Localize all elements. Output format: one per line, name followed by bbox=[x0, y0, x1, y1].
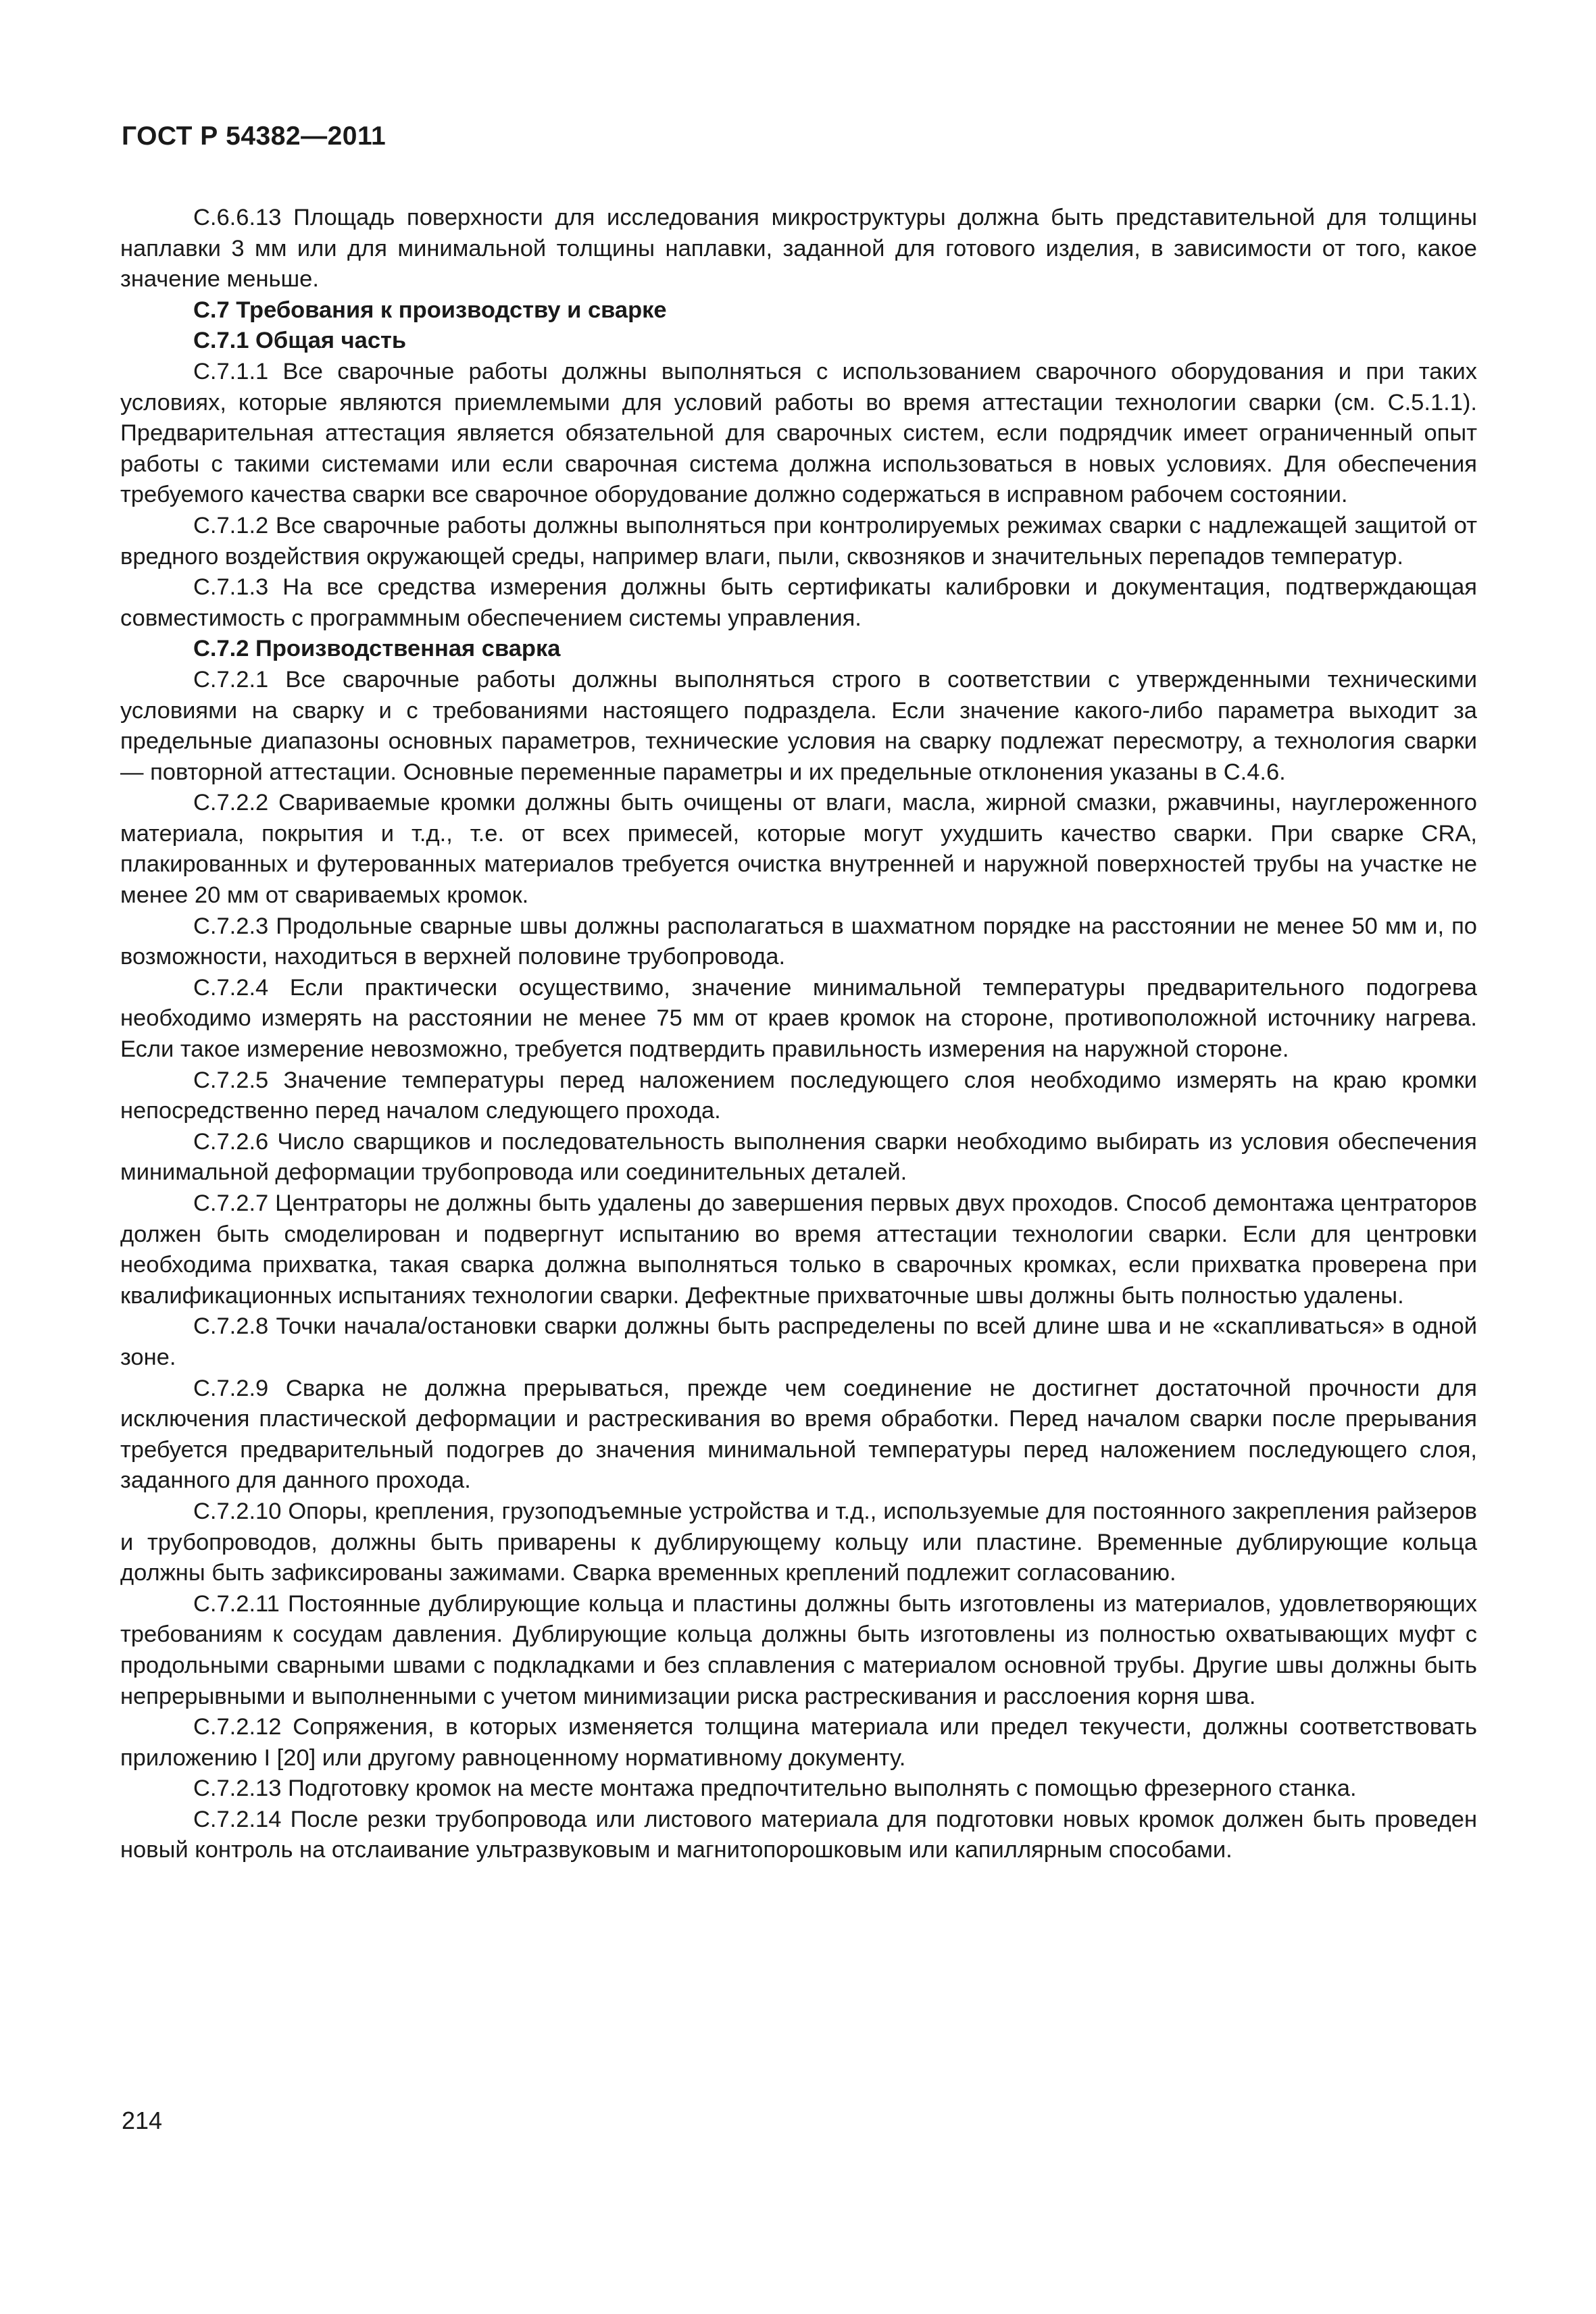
section-heading: С.7 Требования к производству и сварке bbox=[193, 297, 667, 323]
document-body bbox=[120, 203, 1477, 1866]
paragraph: С.7.2.7 Центраторы не должны быть удалены до завершения первых двух проходов. Способ демонтажа центраторов должен быть смоделирован и подвергнут испытанию во время аттестации технологии сварки. Если для центровки необходима прихватка, такая сварка должна выполняться только в сварочных кромках, если прихватка проверена при квалификационных испытаниях технологии сварки. Дефектные прихваточные швы должны быть полностью удалены. bbox=[120, 1190, 1477, 1309]
document-header: ГОСТ Р 54382—2011 bbox=[122, 122, 386, 151]
paragraph: С.7.1.1 Все сварочные работы должны выполняться с использованием сварочного оборудования и при таких условиях, которые являются приемлемыми для условий работы во время аттестации технологии сварки (см. С.5.1.1). Предварительная аттестация является обязательной для сварочных систем, если подрядчик имеет ограниченный опыт работы с такими системами или если сварочная система должна использоваться в новых условиях. Для обеспечения требуемого качества сварки все сварочное оборудование должно содержаться в исправном рабочем состоянии. bbox=[120, 358, 1477, 508]
paragraph: С.7.2.14 После резки трубопровода или листового материала для подготовки новых кромок должен быть проведен новый контроль на отслаивание ультразвуковым и магнитопорошковым или капиллярным способами. bbox=[120, 1806, 1477, 1863]
paragraph: С.7.2.5 Значение температуры перед наложением последующего слоя необходимо измерять на краю кромки непосредственно перед началом следующего прохода. bbox=[120, 1067, 1477, 1124]
paragraph: С.7.2.8 Точки начала/остановки сварки должны быть распределены по всей длине шва и не «скапливаться» в одной зоне. bbox=[120, 1313, 1477, 1370]
paragraph: С.7.1.3 На все средства измерения должны быть сертификаты калибровки и документация, подтверждающая совместимость с программным обеспечением системы управления. bbox=[120, 574, 1477, 631]
section-heading: С.7.1 Общая часть bbox=[193, 328, 407, 354]
paragraph: С.7.2.1 Все сварочные работы должны выполняться строго в соответствии с утвержденными техническими условиями на сварку и с требованиями настоящего подраздела. Если значение какого-либо параметра выходит за предельные диапазоны основных параметров, технические условия на сварку подлежат пересмотру, а технология сварки — повторной аттестации. Основные переменные параметры и их предельные отклонения указаны в С.4.6. bbox=[120, 666, 1477, 785]
section-heading: С.7.2 Производственная сварка bbox=[193, 636, 561, 662]
paragraph: С.6.6.13 Площадь поверхности для исследования микроструктуры должна быть представительной для толщины наплавки 3 мм или для минимальной толщины наплавки, заданной для готового изделия, в зависимости от того, какое значение меньше. bbox=[120, 205, 1477, 293]
page-number: 214 bbox=[122, 2107, 163, 2134]
paragraph: С.7.2.6 Число сварщиков и последовательность выполнения сварки необходимо выбирать из условия обеспечения минимальной деформации трубопровода или соединительных деталей. bbox=[120, 1128, 1477, 1186]
paragraph: С.7.2.13 Подготовку кромок на месте монтажа предпочтительно выполнять с помощью фрезерного станка. bbox=[193, 1776, 1357, 1802]
paragraph: С.7.2.10 Опоры, крепления, грузоподъемные устройства и т.д., используемые для постоянного закрепления райзеров и трубопроводов, должны быть приварены к дублирующему кольцу или пластине. Временные дублирующие кольца должны быть зафиксированы зажимами. Сварка временных креплений подлежит согласованию. bbox=[120, 1498, 1477, 1586]
paragraph: С.7.2.11 Постоянные дублирующие кольца и пластины должны быть изготовлены из материалов, удовлетворяющих требованиям к сосудам давления. Дублирующие кольца должны быть изготовлены из полностью охватывающих муфт с продольными сварными швами с подкладками и без сплавления с материалом основной трубы. Другие швы должны быть непрерывными и выполненными с учетом минимизации риска растрескивания и расслоения корня шва. bbox=[120, 1590, 1477, 1709]
paragraph: С.7.2.2 Свариваемые кромки должны быть очищены от влаги, масла, жирной смазки, ржавчины, науглероженного материала, покрытия и т.д., т.е. от всех примесей, которые могут ухудшить качество сварки. При сварке CRA, плакированных и футерованных материалов требуется очистка внутренней и наружной поверхностей трубы на участке не менее 20 мм от свариваемых кромок. bbox=[120, 790, 1477, 909]
paragraph: С.7.2.9 Сварка не должна прерываться, прежде чем соединение не достигнет достаточной прочности для исключения пластической деформации и растрескивания во время обработки. Перед началом сварки после прерывания требуется предварительный подогрев до значения минимальной температуры перед наложением последующего слоя, заданного для данного прохода. bbox=[120, 1375, 1477, 1494]
paragraph: С.7.2.4 Если практически осуществимо, значение минимальной температуры предварительного подогрева необходимо измерять на расстоянии не менее 75 мм от краев кромок на стороне, противоположной источнику нагрева. Если такое измерение невозможно, требуется подтвердить правильность измерения на наружной стороне. bbox=[120, 974, 1477, 1063]
paragraph: С.7.2.12 Сопряжения, в которых изменяется толщина материала или предел текучести, должны соответствовать приложению I [20] или другому равноценному нормативному документу. bbox=[120, 1714, 1477, 1771]
paragraph: С.7.2.3 Продольные сварные швы должны располагаться в шахматном порядке на расстоянии не менее 50 мм и, по возможности, находиться в верхней половине трубопровода. bbox=[120, 913, 1477, 970]
paragraph: С.7.1.2 Все сварочные работы должны выполняться при контролируемых режимах сварки с надлежащей защитой от вредного воздействия окружающей среды, например влаги, пыли, сквозняков и значительных перепадов температур. bbox=[120, 512, 1477, 570]
